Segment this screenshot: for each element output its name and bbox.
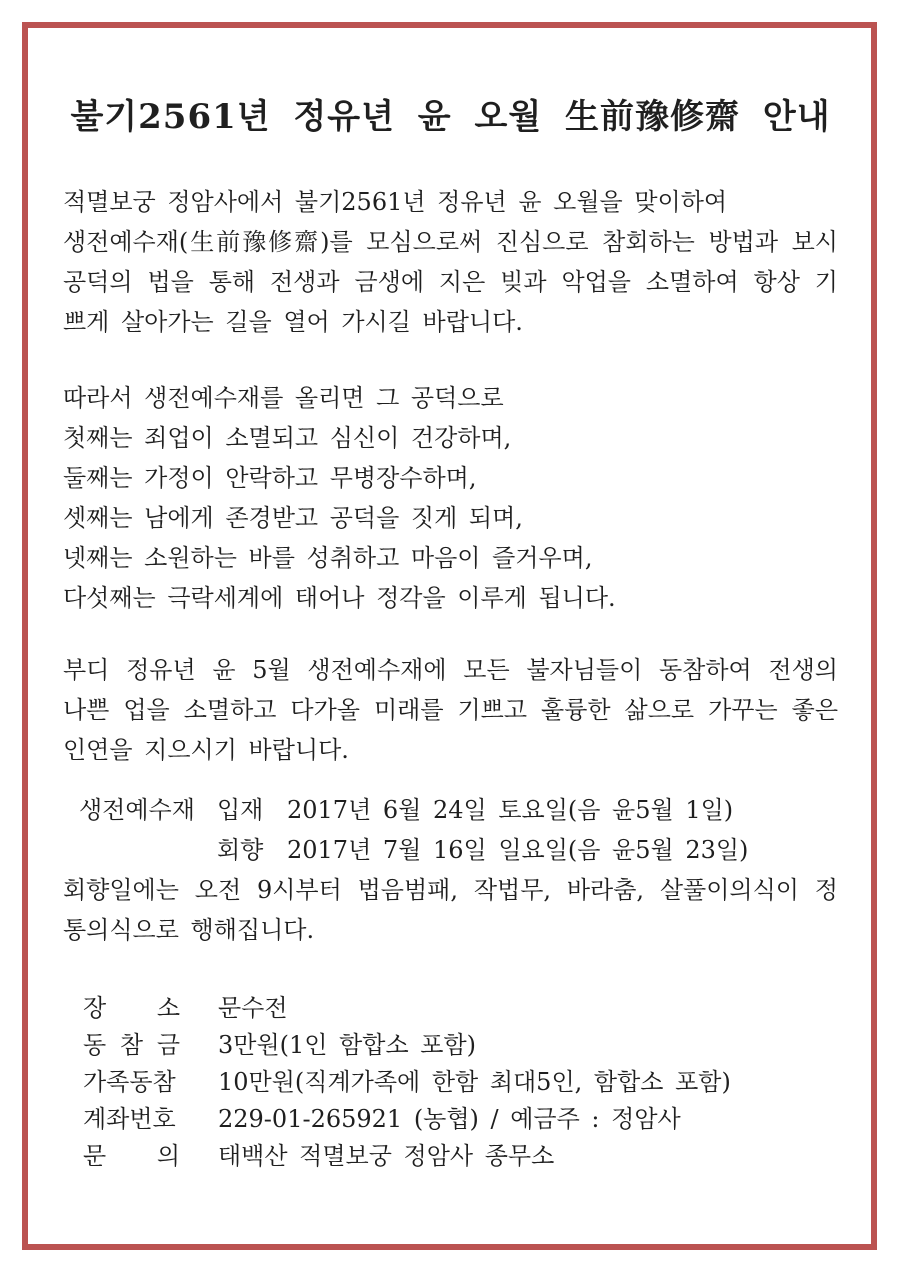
schedule-note-line: 통의식으로 행해집니다. <box>63 916 315 944</box>
info-label: 문 의 <box>83 1142 180 1170</box>
merit-line: 따라서 생전예수재를 올리면 그 공덕으로 <box>63 384 504 412</box>
info-value: 10만원(직계가족에 한함 최대5인, 함합소 포함) <box>218 1068 731 1096</box>
info-list <box>63 990 838 1175</box>
schedule-note-line: 회향일에는 오전 9시부터 법음범패, 작법무, 바라춤, 살풀이의식이 정 <box>63 876 838 904</box>
page-title: 불기2561년 정유년 윤 오월 生前豫修齋 안내 <box>70 97 831 137</box>
merits-paragraph <box>63 378 838 618</box>
document-frame <box>22 22 877 1250</box>
info-row <box>83 1138 838 1175</box>
info-label: 계좌번호 <box>83 1105 176 1133</box>
schedule-row-date: 2017년 7월 16일 일요일(음 윤5월 23일) <box>287 836 749 864</box>
info-value: 태백산 적멸보궁 정암사 종무소 <box>218 1142 555 1170</box>
intro-paragraph <box>63 182 838 342</box>
info-value: 3만원(1인 함합소 포함) <box>218 1031 476 1059</box>
info-label: 동 참 금 <box>83 1031 180 1059</box>
info-label: 장 소 <box>83 994 180 1022</box>
info-row <box>83 1101 838 1138</box>
info-row <box>83 1064 838 1101</box>
merit-line: 첫째는 죄업이 소멸되고 심신이 건강하며, <box>63 424 512 452</box>
info-label: 가족동참 <box>83 1068 176 1096</box>
info-value: 229-01-265921 (농협) / 예금주 : 정암사 <box>218 1105 681 1133</box>
schedule-subject-spacer <box>79 830 217 870</box>
merit-line: 셋째는 남에게 존경받고 공덕을 짓게 되며, <box>63 504 523 532</box>
info-row <box>83 990 838 1027</box>
info-value: 문수전 <box>218 994 288 1022</box>
appeal-paragraph <box>63 650 838 770</box>
appeal-line: 부디 정유년 윤 5월 생전예수재에 모든 불자님들이 동참하여 전생의 <box>63 656 838 684</box>
schedule-subject: 생전예수재 <box>79 796 195 824</box>
schedule-row-date: 2017년 6월 24일 토요일(음 윤5월 1일) <box>287 796 734 824</box>
schedule-row <box>79 790 838 830</box>
intro-line: 쁘게 살아가는 길을 열어 가시길 바랍니다. <box>63 308 523 336</box>
document-content <box>28 28 871 1244</box>
schedule-table <box>63 790 838 870</box>
schedule-row-label: 입재 <box>217 796 264 824</box>
info-row <box>83 1027 838 1064</box>
intro-line: 공덕의 법을 통해 전생과 금생에 지은 빚과 악업을 소멸하여 항상 기 <box>63 268 838 296</box>
merit-line: 다섯째는 극락세계에 태어나 정각을 이루게 됩니다. <box>63 584 616 612</box>
appeal-line: 나쁜 업을 소멸하고 다가올 미래를 기쁘고 훌륭한 삶으로 가꾸는 좋은 <box>63 696 838 724</box>
schedule-row-label: 회향 <box>217 836 264 864</box>
merit-line: 넷째는 소원하는 바를 성취하고 마음이 즐거우며, <box>63 544 593 572</box>
schedule-row <box>79 830 838 870</box>
schedule-block <box>63 790 838 950</box>
intro-line: 적멸보궁 정암사에서 불기2561년 정유년 윤 오월을 맞이하여 <box>63 188 728 216</box>
appeal-line: 인연을 지으시기 바랍니다. <box>63 736 349 764</box>
intro-line: 생전예수재(生前豫修齋)를 모심으로써 진심으로 참회하는 방법과 보시 <box>63 228 838 256</box>
merit-line: 둘째는 가정이 안락하고 무병장수하며, <box>63 464 477 492</box>
